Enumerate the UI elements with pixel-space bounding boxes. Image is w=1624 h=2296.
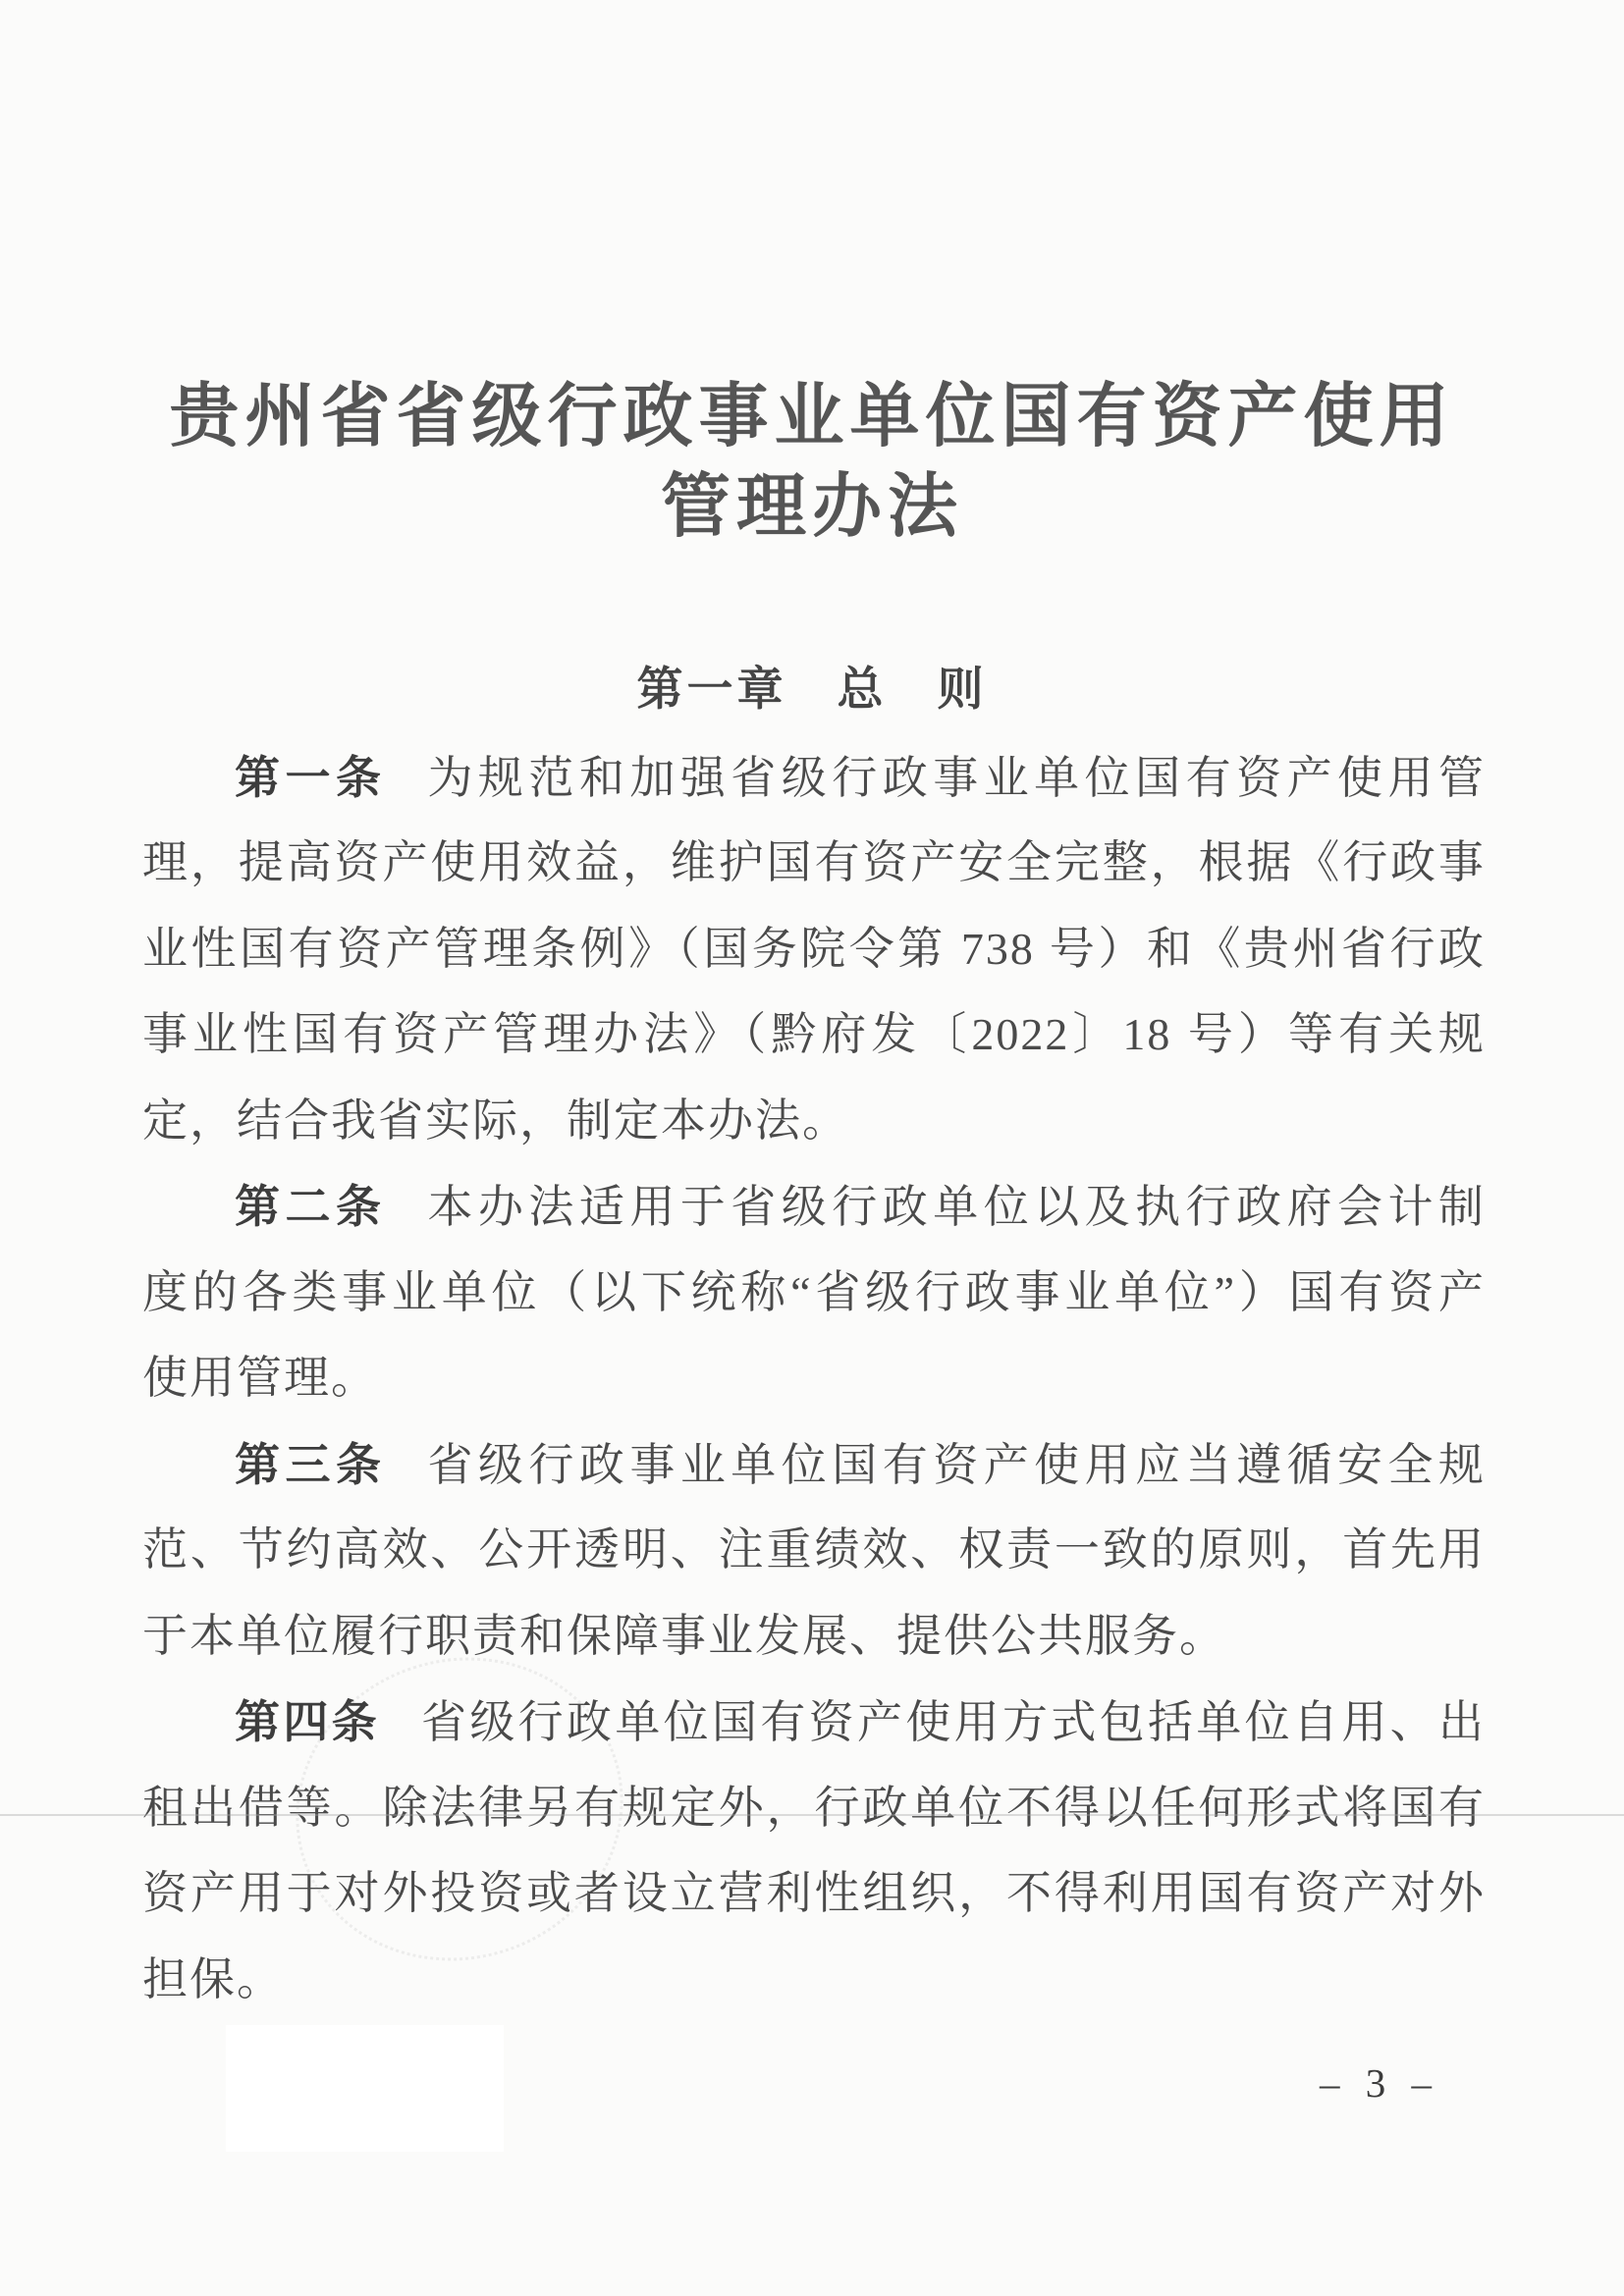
body-text-line: 范、节约高效、公开透明、注重绩效、权责一致的原则，首先用 xyxy=(142,1524,1486,1575)
article-text: 省级行政事业单位国有资产使用应当遵循安全规 xyxy=(427,1440,1487,1490)
body-text-line xyxy=(142,1436,1486,1495)
body-text-line: 度的各类事业单位（以下统称“省级行政事业单位”）国有资产 xyxy=(142,1267,1486,1317)
chapter-heading: 第一章 总 则 xyxy=(636,663,988,715)
body-text-line: 定，结合我省实际，制定本办法。 xyxy=(142,1095,849,1146)
article-number: 第一条 xyxy=(235,752,387,803)
article-number: 第二条 xyxy=(235,1181,387,1232)
page-number: – 3 – xyxy=(1320,2060,1439,2106)
article-text: 本办法适用于省级行政单位以及执行政府会计制 xyxy=(427,1182,1487,1232)
body-text-line xyxy=(142,749,1486,808)
article-number: 第三条 xyxy=(235,1439,387,1490)
body-text-line xyxy=(142,1178,1486,1237)
body-text-line: 担保。 xyxy=(142,1954,284,2004)
article-number: 第四条 xyxy=(235,1696,380,1747)
body-text-line: 资产用于对外投资或者设立营利性组织，不得利用国有资产对外 xyxy=(142,1868,1486,1918)
body-text-line: 使用管理。 xyxy=(142,1353,378,1403)
body-text-line: 于本单位履行职责和保障事业发展、提供公共服务。 xyxy=(142,1611,1226,1661)
article-text: 省级行政单位国有资产使用方式包括单位自用、出 xyxy=(421,1697,1486,1747)
whiteout-patch xyxy=(226,2025,504,2152)
faint-stamp-artifact xyxy=(256,1616,663,2003)
body-text-line: 租出借等。除法律另有规定外，行政单位不得以任何形式将国有 xyxy=(142,1783,1486,1833)
document-title-line: 贵州省省级行政事业单位国有资产使用 xyxy=(169,379,1455,455)
body-text-line: 业性国有资产管理条例》（国务院令第 738 号）和《贵州省行政 xyxy=(142,924,1486,974)
article-text: 为规范和加强省级行政事业单位国有资产使用管 xyxy=(427,753,1487,803)
scan-line-artifact xyxy=(0,1814,1624,1816)
body-text-line: 理，提高资产使用效益，维护国有资产安全完整，根据《行政事 xyxy=(142,837,1486,887)
document-title-line: 管理办法 xyxy=(660,469,963,546)
body-text-line: 事业性国有资产管理办法》（黔府发〔2022〕18 号）等有关规 xyxy=(142,1009,1486,1059)
